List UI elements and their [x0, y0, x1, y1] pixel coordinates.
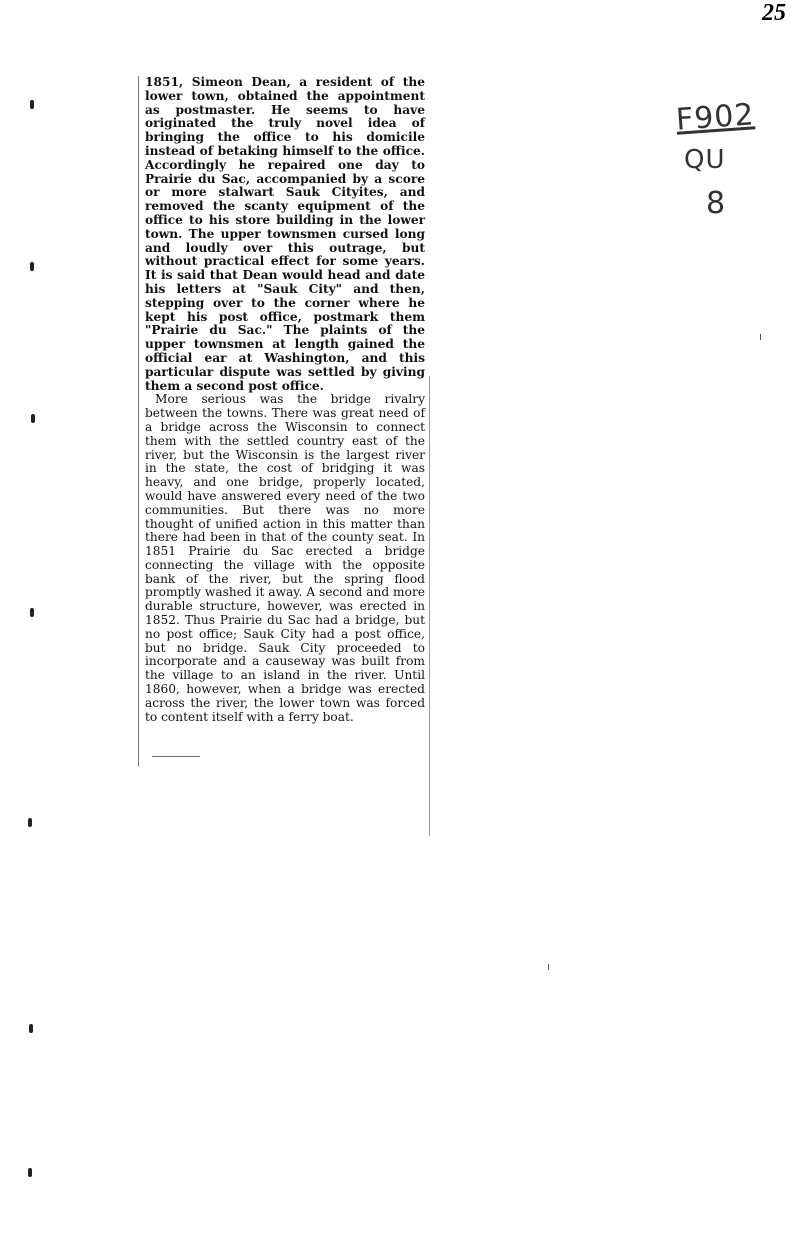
margin-scan-mark — [30, 608, 34, 617]
margin-scan-mark — [30, 100, 34, 109]
margin-scan-mark — [31, 414, 35, 423]
scan-speck — [760, 334, 761, 340]
scan-speck — [548, 964, 549, 970]
article-column — [145, 76, 425, 724]
handwritten-annotation-catalog: F902 — [674, 97, 756, 138]
margin-scan-mark — [30, 262, 34, 271]
article-paragraph: More serious was the bridge rivalry between the towns. There was great need of a bridge across the Wisconsin to connect them with the settled country east of the river, but the Wisconsin is the largest river in the state, the cost of bridging it was heavy, and one bridge, properly located, would have answered every need of the two communities. But there was no more thought of unified action in this matter than there had been in that of the county seat. In 1851 Prairie du Sac erected a bridge connecting the village with the opposite bank of the river, but the spring flood promptly washed it away. A second and more durable structure, however, was erected in 1852. Thus Prairie du Sac had a bridge, but no post office; Sauk City had a post office, but no bridge. Sauk City proceeded to incorporate and a causeway was built from the village to an island in the river. Until 1860, however, when a bridge was erected across the river, the lower town was forced to content itself with a ferry boat. — [145, 392, 425, 724]
margin-scan-mark — [28, 1168, 32, 1177]
clipping-left-edge — [138, 76, 139, 766]
article-paragraph: 1851, Simeon Dean, a resident of the lower town, obtained the appointment as postmaster. He seems to have originated the truly novel idea of bringing the office to his domicile instead of betaking himself to the office. Accordingly he repaired one day to Prairie du Sac, accompanied by a score or more stalwart Sauk Cityites, and removed the scanty equipment of the office to his store building in the lower town. The upper townsmen cursed long and loudly over this outrage, but without practical effect for some years. It is said that Dean would head and date his letters at "Sauk City" and then, stepping over to the corner where he kept his post office, postmark them "Prairie du Sac." The plaints of the upper townsmen at length gained the official ear at Washington, and this particular dispute was settled by giving them a second post office. — [145, 75, 425, 393]
margin-scan-mark — [29, 1024, 33, 1033]
newspaper-clipping — [138, 76, 430, 766]
clipping-right-edge — [429, 376, 430, 836]
handwritten-annotation-number: 8 — [706, 186, 727, 221]
margin-scan-mark — [28, 818, 32, 827]
article-end-rule — [152, 756, 200, 757]
handwritten-annotation-code: QU — [684, 145, 726, 175]
page-number: 25 — [762, 0, 786, 26]
